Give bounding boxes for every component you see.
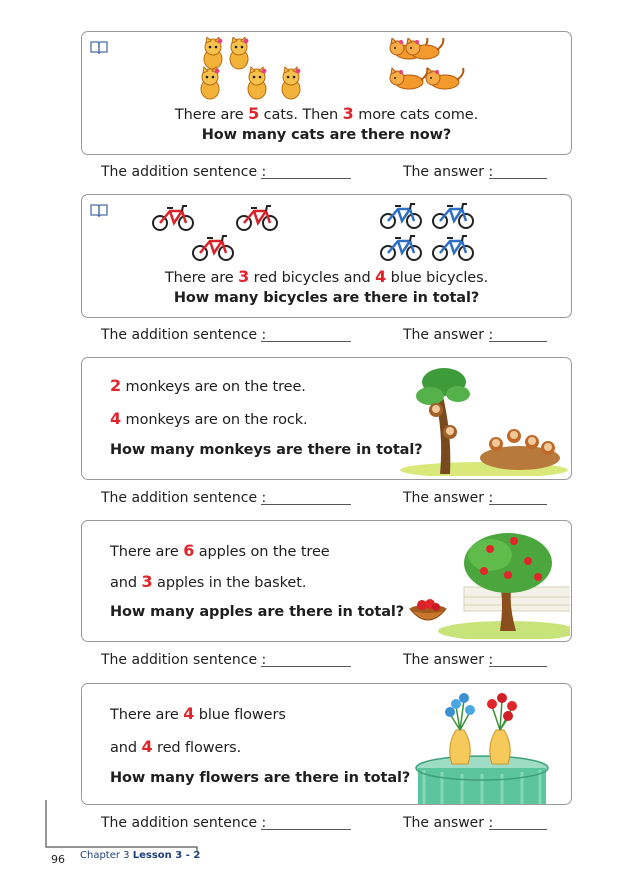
book-icon <box>90 40 108 54</box>
problem-question: How many bicycles are there in total? <box>173 290 480 306</box>
cat-icon <box>387 38 467 102</box>
addition-sentence-blank[interactable] <box>261 341 351 342</box>
addition-sentence-blank[interactable] <box>261 829 351 830</box>
answer-label: The answer : <box>403 815 494 831</box>
answer-row <box>101 490 551 510</box>
problem-box-cats <box>81 31 572 155</box>
answer-blank[interactable] <box>489 504 547 505</box>
answer-label: The answer : <box>403 327 494 343</box>
page-number: 96 <box>51 853 65 866</box>
problem-sentence: There are 3 red bicycles and 4 blue bicycles. <box>164 267 489 286</box>
problem-sentence: There are 5 cats. Then 3 more cats come. <box>174 104 479 123</box>
answer-row <box>101 164 551 184</box>
problem-question: How many monkeys are there in total? <box>110 442 423 458</box>
chapter-lesson <box>80 850 200 861</box>
lesson-label: Lesson 3 - 2 <box>132 850 201 861</box>
addition-sentence-label: The addition sentence : <box>101 490 267 506</box>
problem-line-2: and 4 red flowers. <box>110 737 242 756</box>
addition-sentence-blank[interactable] <box>261 178 351 179</box>
addition-sentence-label: The addition sentence : <box>101 327 267 343</box>
problem-box-flowers <box>81 683 572 805</box>
chapter-label: Chapter 3 <box>80 850 130 861</box>
flower-vase-icon <box>412 690 552 804</box>
problem-line-1: There are 4 blue flowers <box>110 704 286 723</box>
cat-icon <box>200 37 320 103</box>
problem-question: How many cats are there now? <box>201 127 452 143</box>
answer-label: The answer : <box>403 652 494 668</box>
problem-box-monkeys <box>81 357 572 480</box>
addition-sentence-label: The addition sentence : <box>101 815 267 831</box>
answer-label: The answer : <box>403 490 494 506</box>
answer-row <box>101 327 551 347</box>
book-icon <box>90 203 108 217</box>
monkey-icon <box>400 362 568 476</box>
bicycle-icon <box>380 201 480 267</box>
problem-question: How many flowers are there in total? <box>110 770 411 786</box>
bicycle-icon <box>152 203 282 265</box>
problem-question: How many apples are there in total? <box>110 604 405 620</box>
problem-box-apples <box>81 520 572 642</box>
answer-blank[interactable] <box>489 829 547 830</box>
problem-line-1: There are 6 apples on the tree <box>110 541 330 560</box>
apple-tree-icon <box>408 527 570 639</box>
answer-blank[interactable] <box>489 666 547 667</box>
answer-blank[interactable] <box>489 341 547 342</box>
problem-box-bicycles <box>81 194 572 318</box>
addition-sentence-blank[interactable] <box>261 504 351 505</box>
addition-sentence-label: The addition sentence : <box>101 652 267 668</box>
answer-row <box>101 652 551 672</box>
addition-sentence-label: The addition sentence : <box>101 164 267 180</box>
problem-line-2: 4 monkeys are on the rock. <box>110 409 308 428</box>
answer-blank[interactable] <box>489 178 547 179</box>
problem-line-2: and 3 apples in the basket. <box>110 572 307 591</box>
addition-sentence-blank[interactable] <box>261 666 351 667</box>
problem-line-1: 2 monkeys are on the tree. <box>110 376 306 395</box>
answer-label: The answer : <box>403 164 494 180</box>
